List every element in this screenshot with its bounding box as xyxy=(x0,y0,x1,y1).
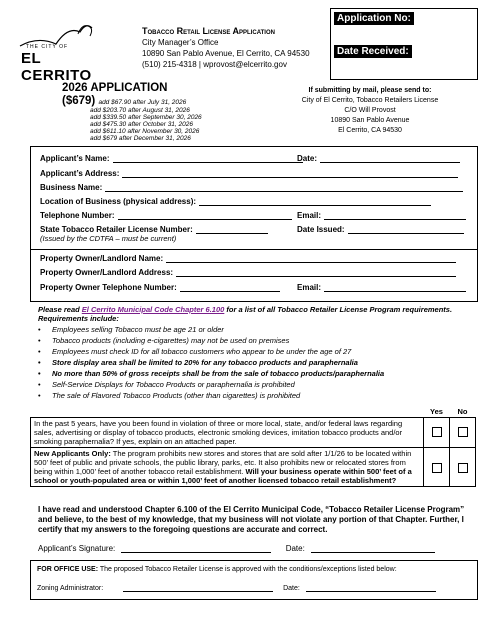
office-use-text: The proposed Tobacco Retailer License is approved with the conditions/exceptions listed below: xyxy=(98,566,397,573)
applicant-name-label: Applicant’s Name: xyxy=(40,154,110,163)
requirement-item: • Self-Service Displays for Tobacco Products or paraphernalia is prohibited xyxy=(52,380,295,389)
yes-cell xyxy=(424,448,450,487)
state-license-label: State Tobacco Retailer License Number: xyxy=(40,225,193,234)
question-row xyxy=(31,448,476,487)
question-row xyxy=(31,418,476,448)
yes-checkbox[interactable] xyxy=(432,463,442,473)
signature-date-field[interactable] xyxy=(311,544,435,553)
office-name: City Manager’s Office xyxy=(142,38,219,47)
yes-header: Yes xyxy=(430,407,443,416)
applicant-address-label: Applicant’s Address: xyxy=(40,169,120,178)
questions-header xyxy=(31,406,476,418)
intro-post: for a list of all Tobacco Retailer License Program requirements. Requirements include: xyxy=(38,305,453,323)
owner-address-label: Property Owner/Landlord Address: xyxy=(40,268,174,277)
header-block xyxy=(142,26,310,70)
signature-date-label: Date: xyxy=(285,544,305,553)
yes-checkbox[interactable] xyxy=(432,427,442,437)
no-checkbox[interactable] xyxy=(458,427,468,437)
question-violations: In the past 5 years, have you been found in violation of three or more local, state, and/or federal laws regarding sales, advertising or display of tobacco products, electronic smoking devices, imitation tobacco products and/or smoking paraphernalia? If yes, explain on an attached paper. xyxy=(31,418,424,448)
fee-line: add $475.30 after October 31, 2026 xyxy=(90,121,193,128)
telephone-field[interactable] xyxy=(118,211,292,220)
requirement-item: • No more than 50% of gross receipts shall be from the sale of tobacco products/paraphernalia xyxy=(52,369,384,378)
business-location-field[interactable] xyxy=(199,197,431,206)
requirement-item: • Tobacco products (including e-cigarettes) may not be used on premises xyxy=(52,336,289,345)
office-date-field[interactable] xyxy=(306,584,436,592)
state-license-row xyxy=(40,225,268,234)
fee-line: add $339.50 after September 30, 2026 xyxy=(90,114,202,121)
fee-price xyxy=(62,95,186,107)
owner-address-field[interactable] xyxy=(176,268,456,277)
certification-text: I have read and understood Chapter 6.100 of the El Cerrito Municipal Code, “Tobacco Retailer License Program” and believe, to the best of my knowledge, that my business will not violate any portion of that Chapter. Further, I certify that my answers to the foregoing questions are accurate and correct. xyxy=(38,505,465,534)
application-no-label: Application No: xyxy=(334,12,414,25)
requirement-item: • Employees selling Tobacco must be age 21 or older xyxy=(52,325,224,334)
office-date-label: Date: xyxy=(283,585,300,592)
yes-cell xyxy=(424,418,450,448)
date-issued-field[interactable] xyxy=(348,225,464,234)
date-received-label: Date Received: xyxy=(334,45,412,58)
signature-field[interactable] xyxy=(121,544,271,553)
blank-header xyxy=(31,406,424,418)
zoning-field[interactable] xyxy=(123,584,273,592)
business-location-row xyxy=(40,197,431,206)
no-checkbox[interactable] xyxy=(458,463,468,473)
email-row xyxy=(297,211,466,220)
mail-instructions xyxy=(270,86,470,136)
business-name-field[interactable] xyxy=(105,183,463,192)
owner-phone-row xyxy=(40,283,280,292)
business-name-label: Business Name: xyxy=(40,183,103,192)
date-issued-row xyxy=(297,225,464,234)
requirement-item: • Employees must check ID for all tobacco customers who appear to be under the age of 27 xyxy=(52,347,351,356)
intro-pre: Please read xyxy=(38,305,82,314)
application-number-box xyxy=(330,8,478,80)
no-header: No xyxy=(457,407,468,416)
applicant-name-row xyxy=(40,154,303,163)
telephone-row xyxy=(40,211,292,220)
logo-name: EL CERRITO xyxy=(21,50,92,84)
owner-name-field[interactable] xyxy=(166,254,456,263)
business-name-row xyxy=(40,183,463,192)
office-address: 10890 San Pablo Avenue, El Cerrito, CA 94530 xyxy=(142,49,310,58)
email-field[interactable] xyxy=(324,211,466,220)
no-cell xyxy=(450,418,476,448)
owner-name-label: Property Owner/Landlord Name: xyxy=(40,254,164,263)
mail-line: C/O Will Provost xyxy=(344,107,396,114)
zoning-label: Zoning Administrator: xyxy=(37,585,104,592)
mail-line: City of El Cerrito, Tobacco Retailers License xyxy=(301,97,439,104)
form-divider xyxy=(31,249,477,250)
date-field[interactable] xyxy=(320,154,460,163)
owner-email-row xyxy=(297,283,466,292)
office-use-box xyxy=(30,560,478,600)
owner-name-row xyxy=(40,254,456,263)
issued-note: (Issued by the CDTFA – must be current) xyxy=(40,234,177,243)
applicant-address-field[interactable] xyxy=(122,169,458,178)
email-label: Email: xyxy=(297,211,322,220)
state-license-field[interactable] xyxy=(196,225,268,234)
office-use-lead: FOR OFFICE USE: xyxy=(37,566,99,573)
q2-body: The program prohibits new stores and stores that are sold after 1/1/26 to be located within 500’ feet of public and private schools, the public library, parks, etc. It also prohibits new or relocated stores from being within 1,000’ feet of another tobacco retail establishment. xyxy=(34,449,412,476)
zoning-row xyxy=(37,584,436,592)
form-title: Tobacco Retail License Application xyxy=(142,26,275,36)
owner-email-label: Email: xyxy=(297,283,322,292)
signature-row xyxy=(38,544,435,553)
questions-table xyxy=(30,406,476,487)
owner-phone-field[interactable] xyxy=(180,283,280,292)
date-issued-label: Date Issued: xyxy=(297,225,345,234)
fee-line: add $203.70 after August 31, 2026 xyxy=(90,107,190,114)
requirement-item: • The sale of Flavored Tobacco Products (other than cigarettes) is prohibited xyxy=(52,391,300,400)
q2-lead: New Applicants Only: xyxy=(34,449,111,458)
applicant-address-row xyxy=(40,169,458,178)
signature-label: Applicant’s Signature: xyxy=(38,544,116,553)
no-cell xyxy=(450,448,476,487)
logo-city-of: THE CITY OF xyxy=(26,44,69,50)
question-new-applicants xyxy=(31,448,424,487)
mail-line: El Cerrito, CA 94530 xyxy=(338,127,402,134)
requirements-intro xyxy=(38,305,470,323)
telephone-label: Telephone Number: xyxy=(40,211,115,220)
date-row xyxy=(297,154,460,163)
office-contact: (510) 215-4318 | wprovost@elcerrito.gov xyxy=(142,60,287,69)
fee-line: add $679 after December 31, 2026 xyxy=(90,135,191,142)
applicant-form xyxy=(30,146,478,302)
business-location-label: Location of Business (physical address): xyxy=(40,197,197,206)
date-label: Date: xyxy=(297,154,318,163)
mail-line: 10890 San Pablo Avenue xyxy=(330,117,410,124)
owner-phone-label: Property Owner Telephone Number: xyxy=(40,283,177,292)
mail-heading: If submitting by mail, please send to: xyxy=(308,87,432,94)
application-year: 2026 APPLICATION xyxy=(62,82,168,94)
fee-line: add $611.10 after November 30, 2026 xyxy=(90,128,200,135)
municipal-code-link[interactable]: El Cerrito Municipal Code Chapter 6.100 xyxy=(81,305,225,314)
q2-bold: Will your business operate within 500’ feet of a school or youth-populated area or within 1,000’ feet of another licensed tobacco retail establishment? xyxy=(34,467,412,485)
office-use-line xyxy=(37,566,397,573)
owner-address-row xyxy=(40,268,456,277)
city-logo xyxy=(18,18,100,84)
requirement-item: • Store display area shall be limited to 20% for any tobacco products and paraphernalia xyxy=(52,358,358,367)
applicant-name-field[interactable] xyxy=(113,154,303,163)
fee-amount: ($679) xyxy=(62,95,96,107)
fee-note: add $67.90 after July 31, 2026 xyxy=(98,99,187,106)
owner-email-field[interactable] xyxy=(324,283,466,292)
